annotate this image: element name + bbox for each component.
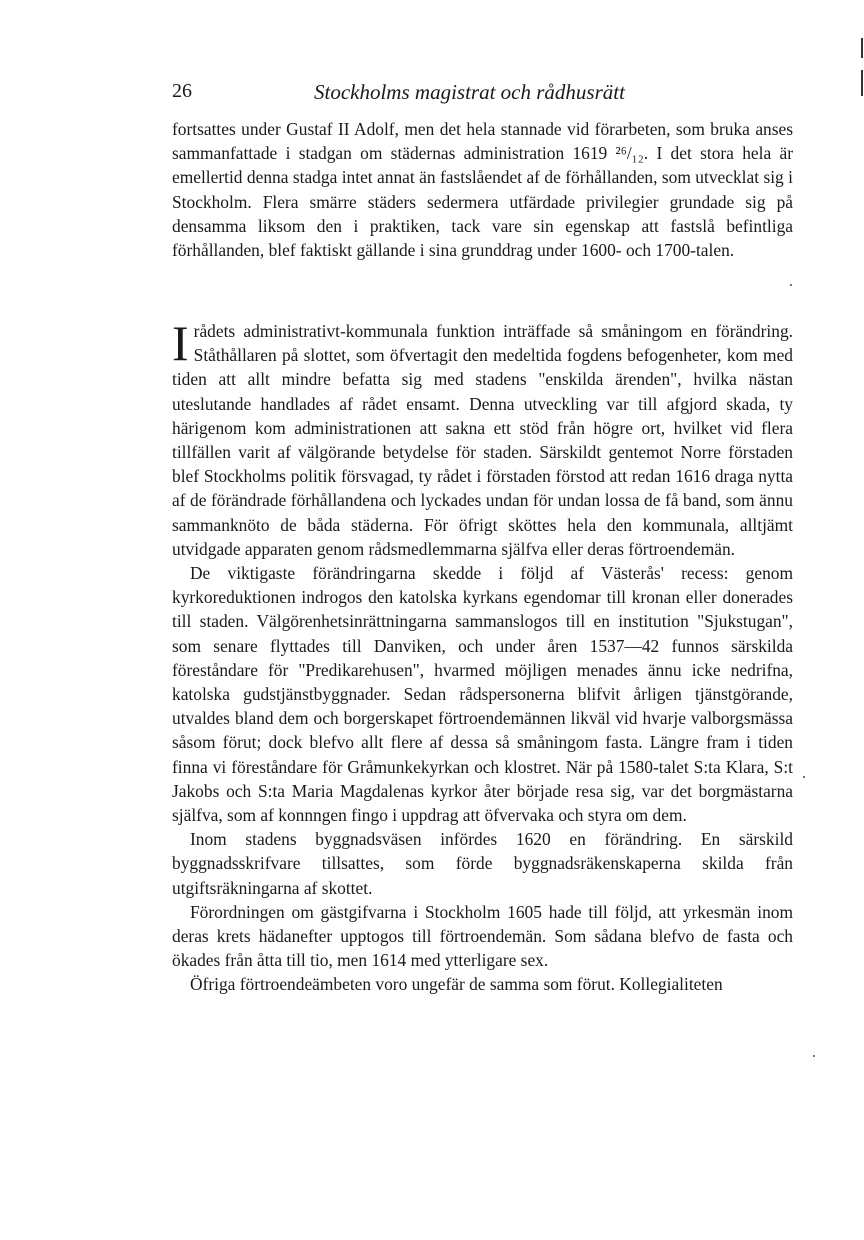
scan-speck bbox=[790, 284, 792, 286]
scan-edge-mark bbox=[861, 38, 863, 58]
paragraph-with-initial bbox=[172, 315, 793, 561]
page-number: 26 bbox=[172, 80, 192, 102]
paragraph: fortsattes under Gustaf II Adolf, men det hela stannade vid förarbeten, som bruka anses sammanfattade i stadgan om städernas administration 1619 ²⁶/₁₂. I det stora hela är emellertid denna stadga intet annat än fastslåendet af de förhållanden, som utvecklat sig i Stockholm. Flera smärre städers sedermera utfärdade privilegier grundade sig på densamma liksom den i praktiken, tack vare sin egenskap att fastslå befintliga förhållanden, blef faktiskt gällande i sina grunddrag under 1600- och 1700-talen. bbox=[172, 119, 793, 261]
running-title: Stockholms magistrat och rådhusrätt bbox=[314, 80, 625, 104]
scan-edge-mark bbox=[861, 70, 863, 96]
paragraph: De viktigaste förändringarna skedde i följd af Västerås' recess: genom kyrkoreduktionen indrogos den katolska kyrkans egendomar till kronan eller donerades till staden. Välgörenhetsinrättningarna sammanslogos till en institution "Sjukstugan", som senare flyttades till Danviken, och under åren 1537—42 funnos särskilda föreståndare för "Predikarehusen", hvarmed möjligen menades ännu icke nedrifna, katolska gudstjänstbyggnader. Sedan rådspersonerna blifvit årligen tjänstgörande, utvaldes bland dem och borgerskapet förtroendemännen likväl vid hvarje valborgsmässa såsom förut; dock blefvo allt flere af dessa så småningom fasta. Längre fram i tiden finna vi föreståndare för Gråmunkekyrkan och klostret. När på 1580-talet S:ta Klara, S:t Jakobs och S:ta Maria Magdalenas kyrkor åter började resa sig, var det borgmästarna själfva, som af konnngen fingo i uppdrag att öfvervaka och styra om dem. bbox=[172, 563, 793, 826]
page-header bbox=[172, 80, 792, 110]
paragraph-block-continuation bbox=[172, 117, 793, 262]
paragraph: Förordningen om gästgifvarna i Stockholm 1605 hade till följd, att yrkesmän inom deras krets hädanefter upptogos till förtroendemän. Som sådana blefvo de fasta och ökades från åtta till tio, men 1614 med ytterligare sex. bbox=[172, 901, 793, 971]
paragraph: Öfriga förtroendeämbeten voro ungefär de samma som förut. Kollegialiteten bbox=[190, 974, 723, 995]
scan-speck bbox=[803, 776, 805, 778]
paragraph: Inom stadens byggnadsväsen infördes 1620 en förändring. En särskild byggnadsskrifvare tillsattes, som förde byggnadsräkenskaperna skilda från utgiftsräkningarna af skottet. bbox=[172, 829, 793, 898]
paragraph-text: rådets administrativt-kommunala funktion inträffade så småningom en förändring. Ståthållaren på slottet, som öfvertagit den medeltida fogdens befogenheter, kom med tiden att allt mindre befatta sig med stadens "enskilda ärenden", hvilka nästan uteslutande handlades af rådet ensamt. Denna utveckling var till afgjord skada, ty härigenom kom administrationen att sakna ett stöd från högre ort, hvilket vid flera tillfällen varit af välgörande betydelse för staden. Särskildt gentemot Norre förstaden blef Stockholms politik försvagad, ty rådet i förstaden förstod att redan 1616 draga nytta af de förändrade förhållandena och lyckades undan för undan lossa de få band, som ännu sammanknöto de båda städerna. För öfrigt sköttes hela den kommunala, alltjämt utvidgade apparaten genom rådsmedlemmarna själfva eller deras förtroendemän. bbox=[172, 321, 793, 559]
drop-initial: I bbox=[172, 315, 189, 371]
paragraph-block-section bbox=[172, 315, 793, 997]
scan-speck bbox=[813, 1055, 815, 1057]
